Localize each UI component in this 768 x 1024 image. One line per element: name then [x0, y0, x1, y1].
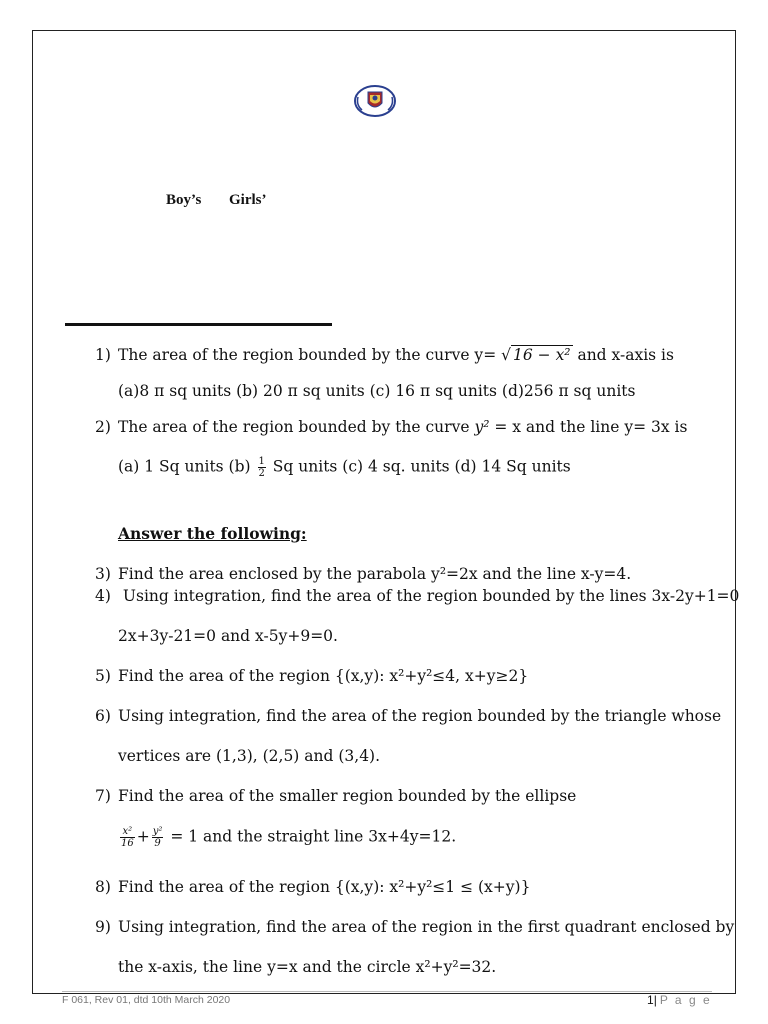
- sqrt-symbol: √: [501, 346, 511, 364]
- page-number: 1| P a g e: [647, 993, 712, 1007]
- question-1-options: (a)8 π sq units (b) 20 π sq units (c) 16 π sq units (d)256 π sq units: [118, 382, 636, 400]
- question-7-cont: $\frac{\text{x²}}{16}$ + $\frac{\text{y²}}{9}$ = 1 and the straight line 3x+4y=12.: [121, 826, 457, 849]
- girls-label: Girls’: [229, 192, 267, 208]
- school-logo: [352, 83, 398, 119]
- question-3: 3) Find the area enclosed by the parabola y²=2x and the line x-y=4.: [95, 565, 632, 583]
- question-6-cont: vertices are (1,3), (2,5) and (3,4).: [118, 747, 381, 765]
- page-border: [32, 30, 736, 994]
- question-5: 5) Find the area of the region {(x,y): x²+y²≤4, x+y≥2}: [95, 667, 529, 685]
- fraction-half: $\frac{1}{2}$: [258, 456, 265, 479]
- question-2-options: (a) 1 Sq units (b) $\frac{1}{2}$ Sq units (c) 4 sq. units (d) 14 Sq units: [118, 456, 571, 479]
- question-9: 9) Using integration, find the area of the region in the first quadrant enclosed by: [95, 918, 735, 936]
- footer-doc-ref: F 061, Rev 01, dtd 10th March 2020: [62, 994, 231, 1006]
- boys-label: Boy’s: [166, 192, 202, 208]
- fraction-x2-16: $\frac{\text{x²}}{16}$: [121, 826, 134, 849]
- question-7: 7) Find the area of the smaller region bounded by the ellipse: [95, 787, 577, 805]
- question-2: 2) The area of the region bounded by the curve y² = x and the line y= 3x is: [95, 418, 688, 436]
- question-8: 8) Find the area of the region {(x,y): x²+y²≤1 ≤ (x+y)}: [95, 878, 531, 896]
- footer-rule: [62, 991, 712, 992]
- question-1: 1) The area of the region bounded by the curve y= √ 16 − x² and x-axis is: [95, 346, 674, 364]
- question-4-cont: 2x+3y-21=0 and x-5y+9=0.: [118, 627, 338, 645]
- question-4: 4) Using integration, find the area of the region bounded by the lines 3x-2y+1=0: [95, 587, 740, 605]
- section-title: Answer the following:: [118, 524, 307, 543]
- question-6: 6) Using integration, find the area of the region bounded by the triangle whose: [95, 707, 722, 725]
- divider: [65, 323, 332, 326]
- fraction-y2-9: $\frac{\text{y²}}{9}$: [152, 826, 163, 849]
- question-9-cont: the x-axis, the line y=x and the circle x²+y²=32.: [118, 958, 497, 976]
